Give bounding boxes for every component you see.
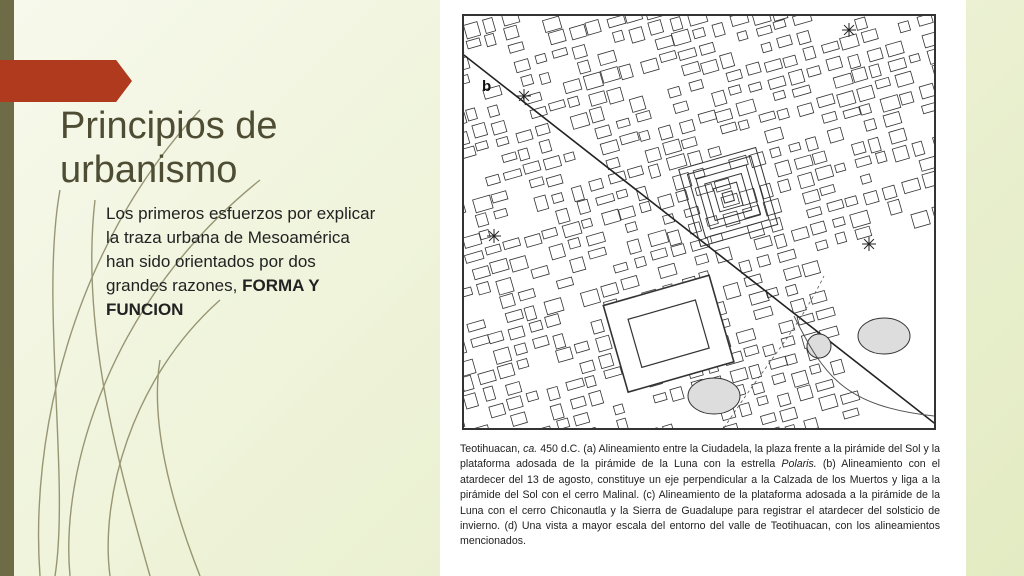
body-emphasis: FORMA Y FUNCION [106, 276, 320, 319]
figure-caption [460, 442, 940, 550]
caption-text-1: Teotihuacan, [460, 443, 521, 455]
map-drawing [464, 16, 934, 428]
figure-panel [440, 0, 966, 576]
caption-italic-1: ca. [523, 443, 538, 455]
body-paragraph: Los primeros esfuerzos por explicar la traza urbana de Mesoamérica han sido orientados por dos grandes razones, [106, 204, 376, 295]
slide-title: Principios de urbanismo [60, 105, 278, 191]
caption-text-3: (b) Alineamiento con el atardecer del 13 de agosto, constituye un eje perpendicular a la Calzada de los Muertos y liga a la pirámide del Sol con el cerro Malinal. (c) Alineamiento de la plataforma adosada a la pirámide de la Luna con el cerro Chiconautla y la Sierra de Guadalupe para registrar el atardecer del solsticio de invierno. (d) Una vista a mayor escala del entorno del valle de Teotihuacan, con los alineamientos mencionados. [460, 458, 941, 548]
caption-text-2: 450 d.C. (a) Alineamiento entre la Ciudadela, la plaza frente a la pirámide del Sol y la plataforma adosada de la pirámide de la Luna con la estrella [460, 443, 940, 471]
caption-italic-2: Polaris. [781, 458, 817, 471]
map-panel-letter: b [482, 78, 492, 95]
slide-body-text [106, 202, 376, 322]
teotihuacan-map [462, 14, 936, 430]
